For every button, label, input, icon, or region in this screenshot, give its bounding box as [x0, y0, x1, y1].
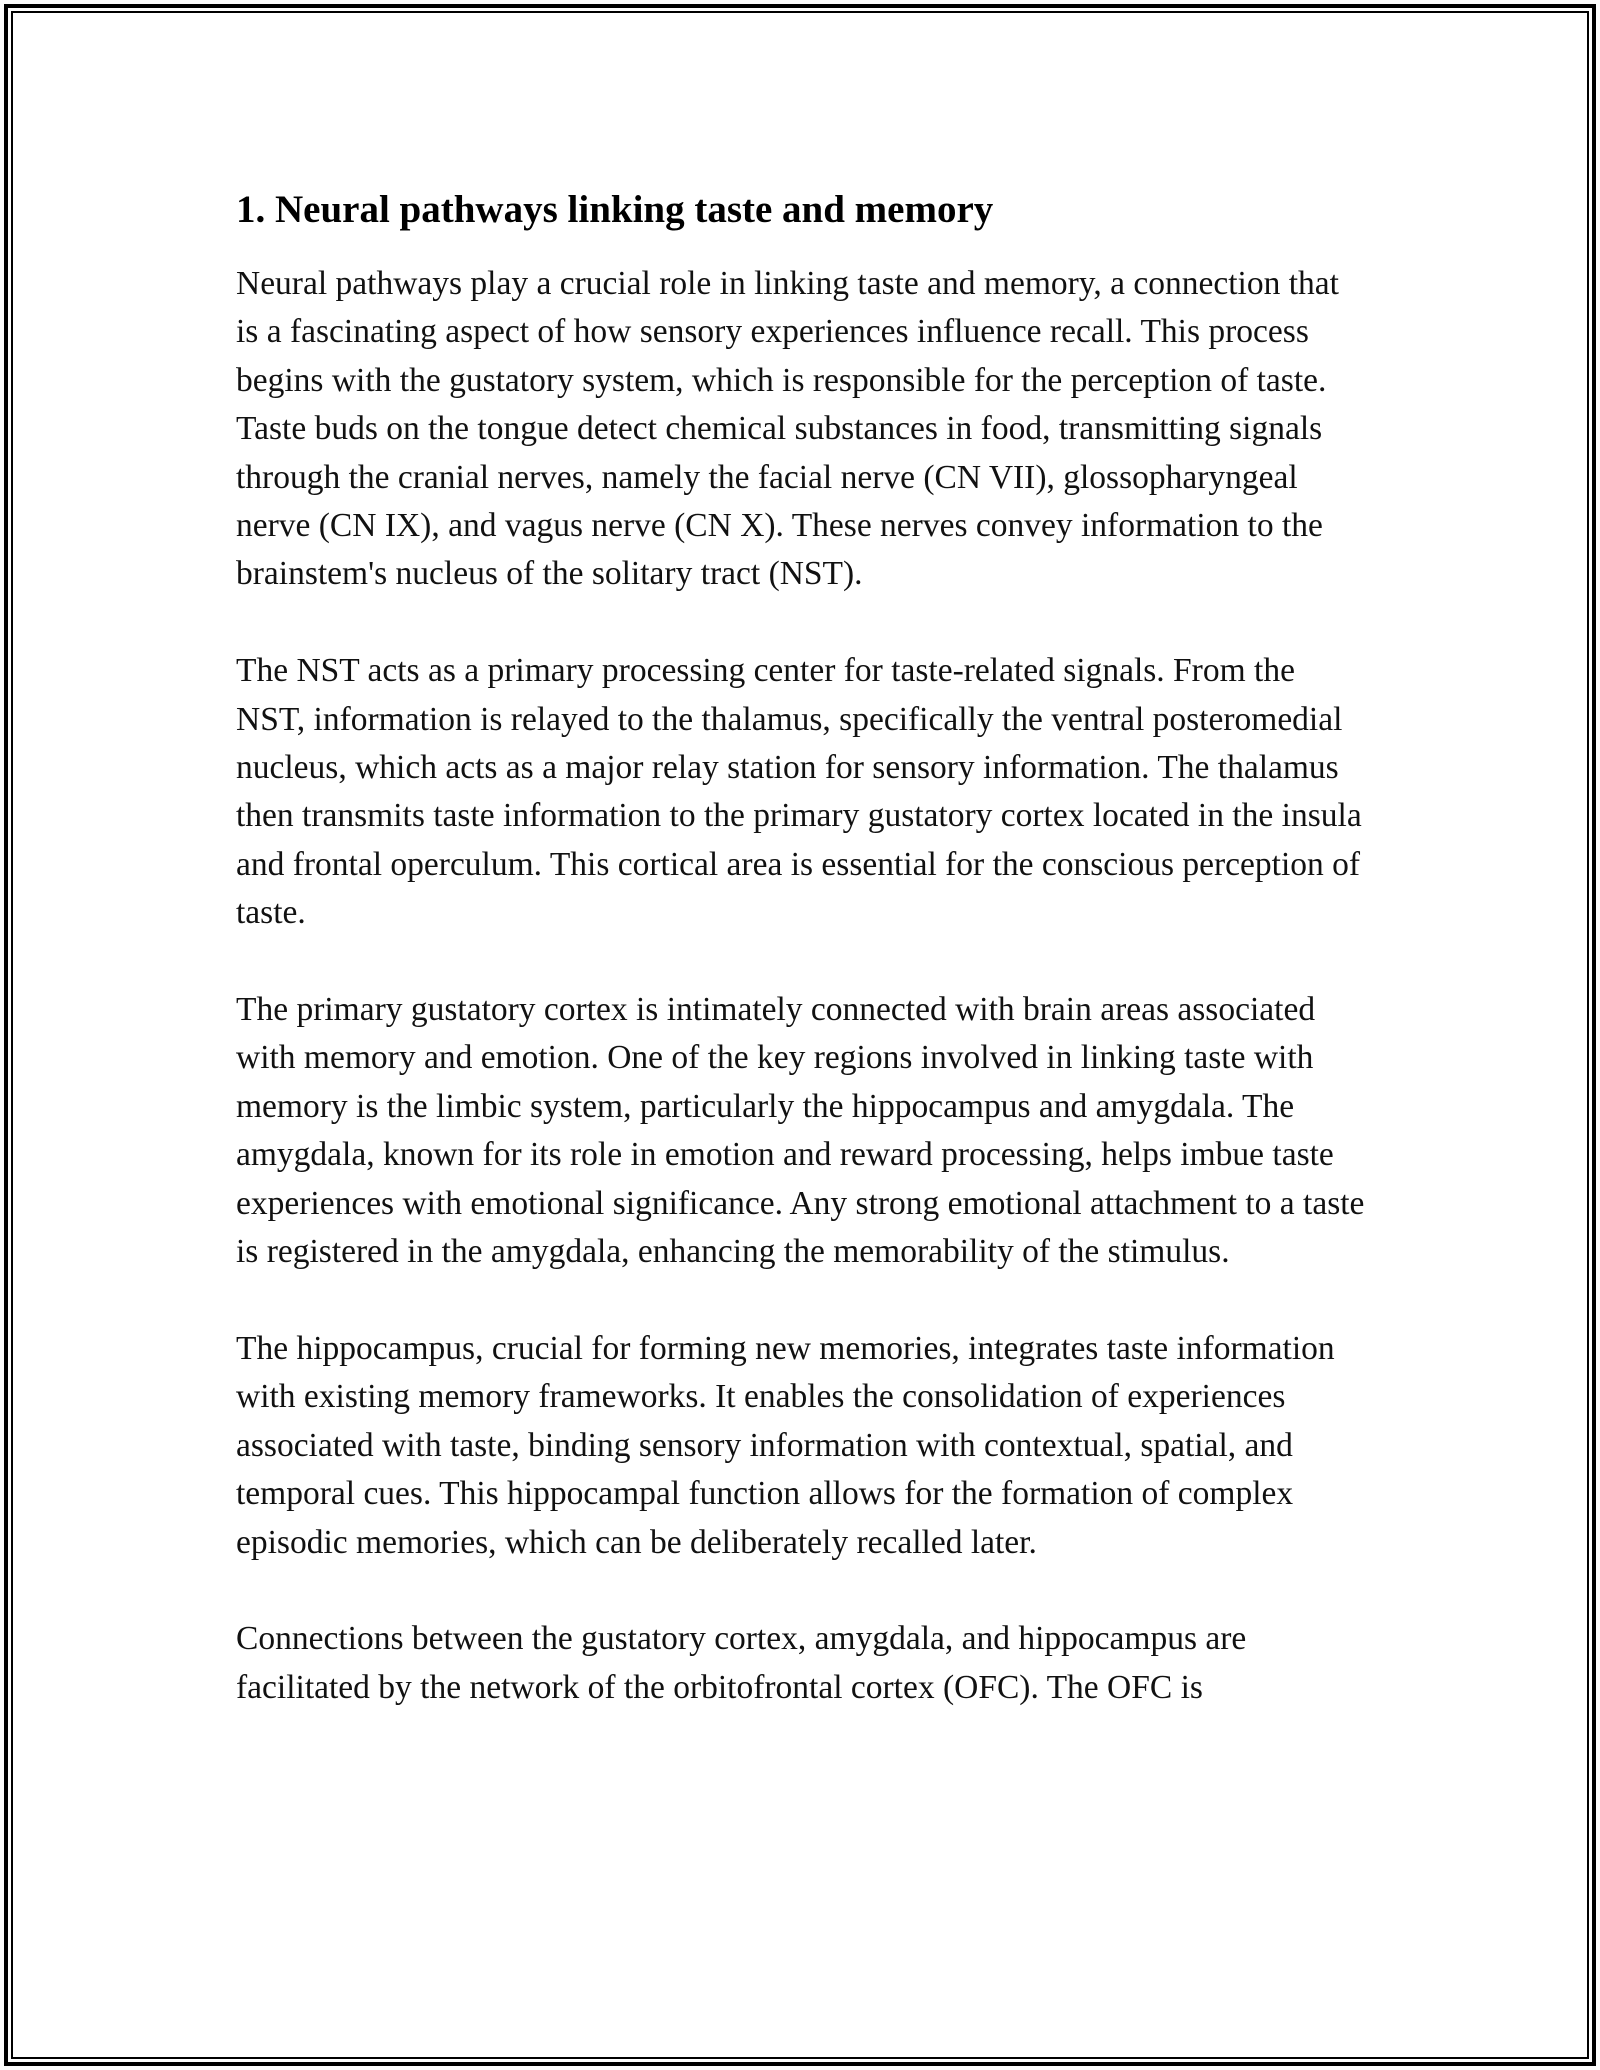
paragraph-limbic-system: The primary gustatory cortex is intimately connected with brain areas associated with memory and emotion. One of the key regions involved in linking taste with memory is the limbic system, particularly the hippocampus and amygdala. The amygdala, known for its role in emotion and reward processing, helps imbue taste experiences with emotional significance. Any strong emotional attachment to a taste is registered in the amygdala, enhancing the memorability of the stimulus. — [236, 991, 1365, 1271]
document-body — [236, 186, 1366, 1761]
paragraph-orbitofrontal-cortex: Connections between the gustatory cortex, amygdala, and hippocampus are facilitated by the network of the orbitofrontal cortex (OFC). The OFC is — [236, 1620, 1247, 1706]
section-heading: 1. Neural pathways linking taste and memory — [236, 188, 994, 231]
paragraph-nst-thalamus: The NST acts as a primary processing center for taste-related signals. From the NST, information is relayed to the thalamus, specifically the ventral posteromedial nucleus, which acts as a major relay station for sensory information. The thalamus then transmits taste information to the primary gustatory cortex located in the insula and frontal operculum. This cortical area is essential for the conscious perception of taste. — [236, 652, 1362, 932]
paragraph-gustatory-system: Neural pathways play a crucial role in linking taste and memory, a connection that is a fascinating aspect of how sensory experiences influence recall. This process begins with the gustatory system, which is responsible for the perception of taste. Taste buds on the tongue detect chemical substances in food, transmitting signals through the cranial nerves, namely the facial nerve (CN VII), glossopharyngeal nerve (CN IX), and vagus nerve (CN X). These nerves convey information to the brainstem's nucleus of the solitary tract (NST). — [236, 265, 1339, 593]
paragraph-hippocampus: The hippocampus, crucial for forming new memories, integrates taste information with existing memory frameworks. It enables the consolidation of experiences associated with taste, binding sensory information with contextual, spatial, and temporal cues. This hippocampal function allows for the formation of complex episodic memories, which can be deliberately recalled later. — [236, 1329, 1335, 1561]
